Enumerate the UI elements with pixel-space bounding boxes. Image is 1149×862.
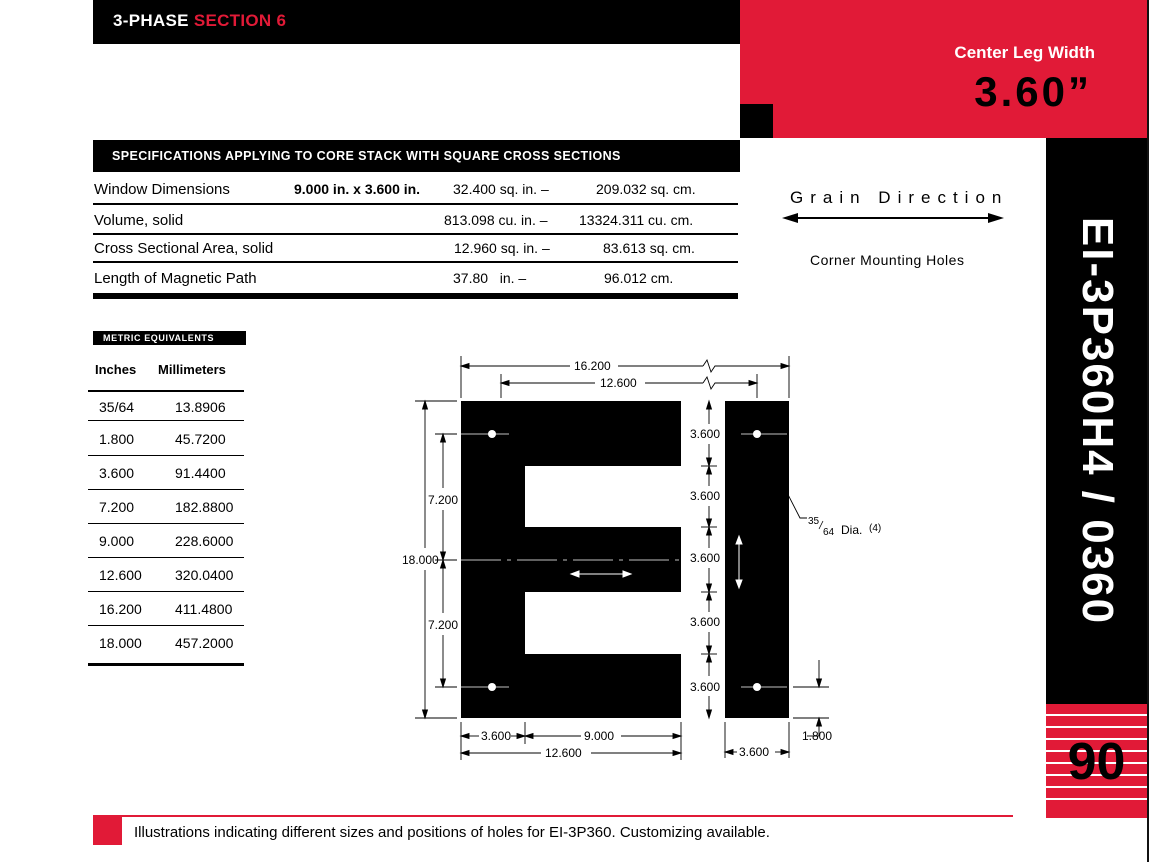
spec-label: Window Dimensions [94,181,230,198]
dim-label-7200-lower: 7.200 [428,618,459,632]
grain-direction-label: Grain Direction [790,188,1009,207]
part-number-sidebar [1046,138,1147,704]
row-divider [93,261,738,263]
center-leg-value: 3.60” [974,68,1092,115]
dim-label-bottom-9000: 9.000 [584,729,615,743]
metric-mm: 320.0400 [175,567,234,583]
col-inches: Inches [95,362,137,377]
metric-row-rule [88,455,244,456]
spec-extra: 9.000 in. x 3.600 in. [294,181,421,197]
spec-label: Volume, solid [94,212,184,229]
spec-row [93,264,738,293]
dim-label-3600: 3.600 [690,489,721,503]
corner-square [740,104,773,138]
spec-value-imperial: 12.960 sq. in. – [454,240,550,256]
page-number-box [1046,704,1147,818]
specs-header [93,140,740,172]
metric-mm: 45.7200 [175,431,226,447]
metric-row [88,594,244,628]
stripe [1046,726,1147,728]
footer-square [93,817,122,845]
dim-label-1800: 1.800 [802,729,833,743]
spec-value-imperial: 32.400 sq. in. – [453,181,549,197]
metric-row-rule [88,420,244,421]
spec-value-imperial: 37.80 in. – [453,270,527,286]
spec-value-metric: 96.012 cm. [604,270,674,286]
footer-rule [93,815,1013,817]
metric-row-rule [88,489,244,490]
metric-row [88,526,244,560]
metric-row-rule [88,523,244,524]
metric-row [88,492,244,526]
metric-inches: 3.600 [99,465,135,481]
metric-mm: 411.4800 [175,601,233,617]
spec-value-imperial: 813.098 cu. in. – [444,212,548,228]
hole-count: (4) [869,523,882,534]
section-title [113,11,286,31]
dim-label-12600-top: 12.600 [600,376,637,390]
e-lamination [461,401,681,718]
table-bottom-rule [93,293,738,299]
metric-inches: 9.000 [99,533,135,549]
spec-row [93,206,738,235]
metric-inches: 12.600 [99,567,142,583]
metric-inches: 7.200 [99,499,135,515]
metric-mm: 182.8800 [175,499,234,515]
center-leg-box [740,0,1147,138]
i-lamination [725,401,789,718]
dim-1800 [793,660,829,736]
spec-value-metric: 209.032 sq. cm. [596,181,696,197]
dim-label-bottom-i-3600: 3.600 [739,745,770,759]
specs-title: SPECIFICATIONS APPLYING TO CORE STACK WITH SQUARE CROSS SECTIONS [112,149,621,163]
page-number: 90 [1067,733,1126,791]
section-label: SECTION 6 [193,11,287,30]
metric-row [88,424,244,458]
metric-mm: 228.6000 [175,533,234,549]
metric-row-rule [88,557,244,558]
hole-dia-label: Dia. [841,523,863,537]
hole-fraction-den: 64 [823,527,835,538]
dim-label-bottom-3600: 3.600 [481,729,512,743]
spec-row [93,175,738,204]
metric-mm: 91.4400 [175,465,226,481]
metric-row [88,458,244,492]
spec-value-metric: 13324.311 cu. cm. [579,212,694,228]
dim-label-16200: 16.200 [574,359,611,373]
dim-label-3600: 3.600 [690,551,721,565]
metric-mm: 13.8906 [175,399,226,415]
spec-row [93,234,738,263]
dim-label-3600: 3.600 [690,615,721,629]
part-number: EI-3P360H4 / 0360 [1072,216,1122,626]
section-header-bar [93,0,740,44]
metric-inches: 35/64 [99,399,135,415]
metric-inches: 18.000 [99,635,142,651]
center-leg-label: Center Leg Width [954,43,1095,62]
dim-label-7200-upper: 7.200 [428,493,459,507]
metric-inches: 16.200 [99,601,142,617]
stripe [1046,798,1147,800]
stripe [1046,714,1147,716]
hole-fraction-num: 35 [808,516,820,527]
footer-note: Illustrations indicating different sizes and positions of holes for EI-3P360. Customizing available. [134,824,770,841]
spec-value-metric: 83.613 sq. cm. [603,240,695,256]
spec-label: Cross Sectional Area, solid [94,240,274,257]
ei-core-drawing [395,348,882,773]
metric-title: METRIC EQUIVALENTS [93,331,246,345]
metric-row [88,628,244,662]
dim-label-3600: 3.600 [690,427,721,441]
metric-row-rule [88,591,244,592]
dim-label-bottom-12600: 12.600 [545,746,582,760]
corner-mounting-holes-label: Corner Mounting Holes [810,252,965,268]
grain-direction-arrow [782,211,1004,225]
col-millimeters: Millimeters [158,362,226,377]
metric-mm: 457.2000 [175,635,234,651]
dim-label-3600: 3.600 [690,680,721,694]
metric-row [88,560,244,594]
spec-label: Length of Magnetic Path [94,270,257,287]
row-divider [93,203,738,205]
metric-bottom-rule [88,663,244,666]
dim-label-18000: 18.000 [402,553,439,567]
metric-inches: 1.800 [99,431,135,447]
metric-row-rule [88,625,244,626]
section-prefix: 3-PHASE [113,11,189,30]
